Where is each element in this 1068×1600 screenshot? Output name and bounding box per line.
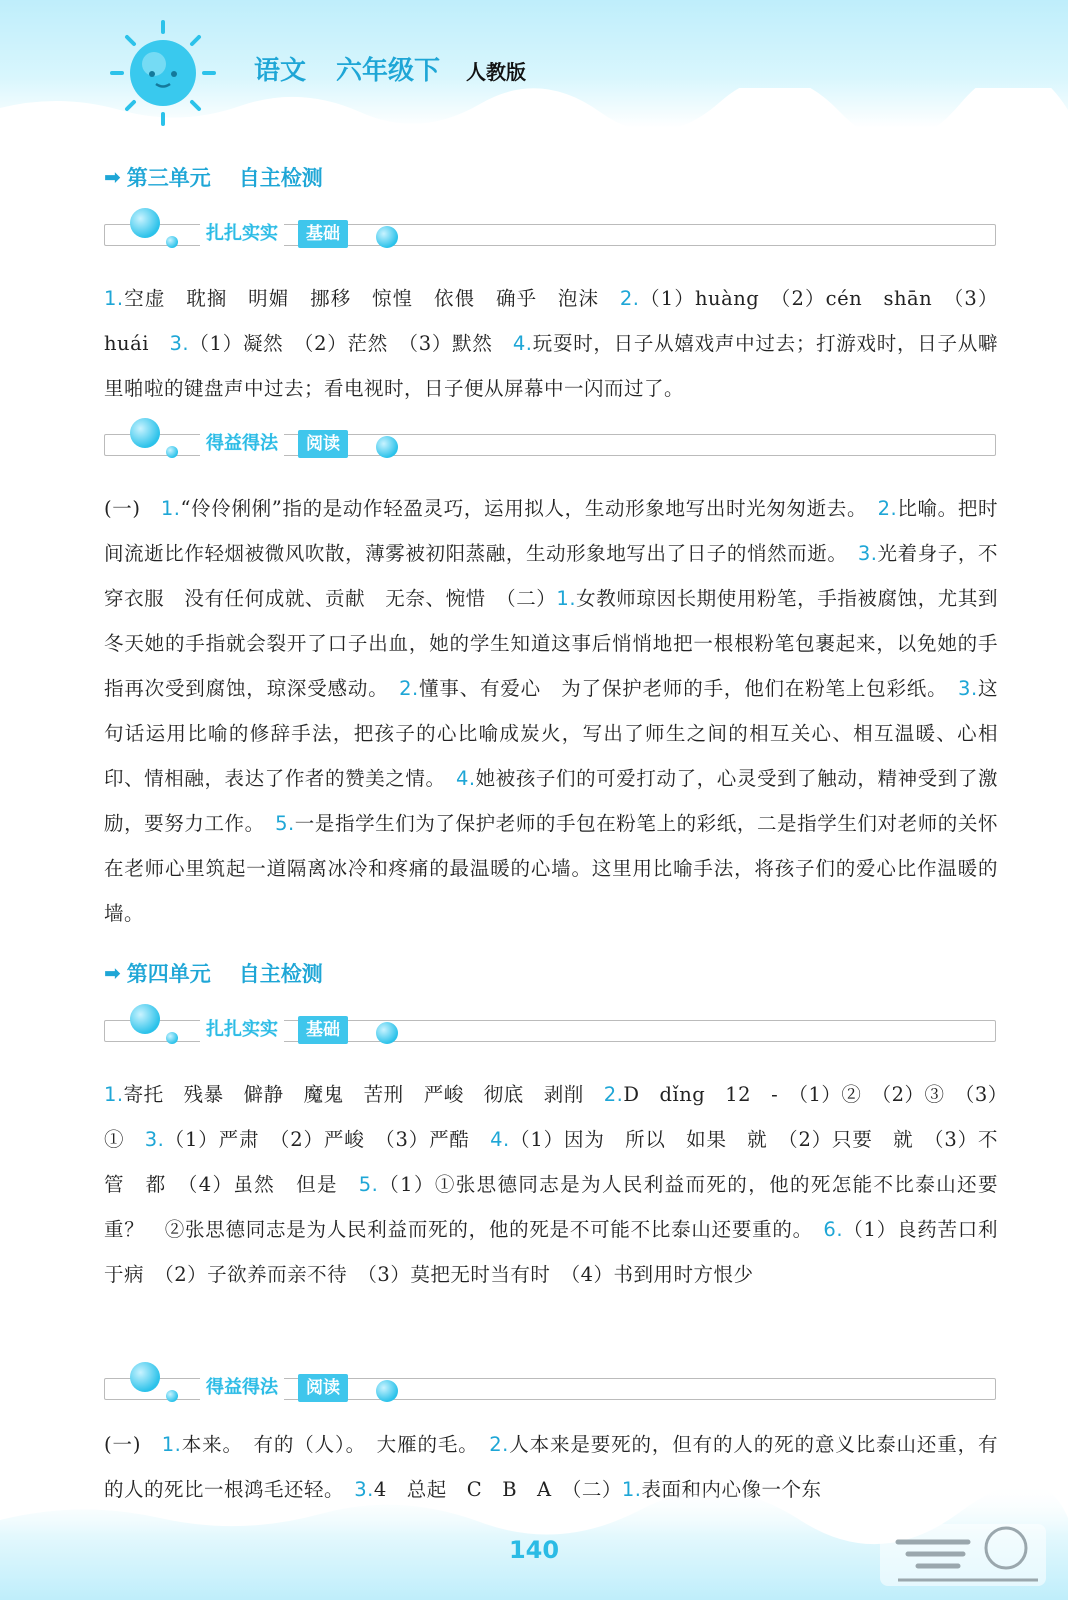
bubble-icon <box>166 1390 178 1402</box>
answer-text: 懂事、有爱心 为了保护老师的手，他们在粉笔上包彩纸。 <box>418 677 959 700</box>
item-number: 3. <box>958 677 978 700</box>
answer-text: 比喻。把时间流逝比作轻烟被微风吹散，薄雾被初阳蒸融，生动形象地写出了日子的悄然而逝。 <box>104 497 998 565</box>
section-label: 扎扎实实 <box>200 220 284 248</box>
answer-text: (一) <box>104 1433 162 1456</box>
answer-text: 表面和内心像一个东 <box>641 1478 822 1501</box>
bubble-icon <box>130 418 160 448</box>
answer-text: “伶伶俐俐”指的是动作轻盈灵巧，运用拟人，生动形象地写出时光匆匆逝去。 <box>180 497 878 520</box>
item-number: 5. <box>358 1173 379 1196</box>
unit3-basic-answers <box>104 276 998 411</box>
answer-text: （1）因为 所以 如果 就 （2）只要 就 （3）不管 都 （4）虽然 但是 <box>104 1128 998 1196</box>
unit3-reading-answers <box>104 486 998 936</box>
arrow-right-icon: ➡ <box>104 961 121 985</box>
watermark-logo-icon <box>878 1520 1048 1590</box>
unit4-title: 第四单元 <box>126 962 211 986</box>
bubble-icon <box>166 1032 178 1044</box>
unit3-title: 第三单元 <box>126 166 211 190</box>
section-tag: 阅读 <box>298 1374 348 1402</box>
bubble-icon <box>376 1380 398 1402</box>
section-label: 得益得法 <box>200 430 284 458</box>
answer-text: （1）huàng （2）cén shān （3）huái <box>104 287 998 355</box>
item-number: 3. <box>857 542 878 565</box>
item-number: 2. <box>489 1433 509 1456</box>
item-number: 3. <box>169 332 190 355</box>
answer-text: 她被孩子们的可爱打动了，心灵受到了触动，精神受到了激励，要努力工作。 <box>104 767 998 835</box>
answer-text: 寄托 残暴 僻静 魔鬼 苦刑 严峻 彻底 剥削 <box>123 1083 604 1106</box>
item-number: 6. <box>823 1218 844 1241</box>
unit4-basic-answers <box>104 1072 998 1297</box>
unit4-heading <box>104 958 323 988</box>
section-tag: 基础 <box>298 220 348 248</box>
section-label: 得益得法 <box>200 1374 284 1402</box>
answer-text: （1）严肃 （2）严峻 （3）严酷 <box>164 1128 491 1151</box>
unit3-subtitle: 自主检测 <box>238 166 323 190</box>
bubble-icon <box>376 436 398 458</box>
answer-text: 本来。 有的（人）。 大雁的毛。 <box>181 1433 490 1456</box>
item-number: 3. <box>144 1128 165 1151</box>
item-number: 1. <box>161 1433 182 1456</box>
section-tag: 基础 <box>298 1016 348 1044</box>
arrow-right-icon: ➡ <box>104 165 121 189</box>
page-number: 140 <box>508 1536 560 1564</box>
item-number: 2. <box>877 497 898 520</box>
answer-text: 空虚 耽搁 明媚 挪移 惊惶 依偎 确乎 泡沫 <box>123 287 620 310</box>
item-number: 4. <box>512 332 533 355</box>
bubble-icon <box>166 446 178 458</box>
item-number: 4. <box>455 767 476 790</box>
grade-label: 六年级下 <box>336 56 441 86</box>
section-label: 扎扎实实 <box>200 1016 284 1044</box>
answer-text: 女教师琼因长期使用粉笔，手指被腐蚀，尤其到冬天她的手指就会裂开了口子出血，她的学生知道这事后悄悄地把一根根粉笔包裹起来，以免她的手指再次受到腐蚀，琼深受感动。 <box>104 587 998 700</box>
bubble-icon <box>376 226 398 248</box>
unit4-subtitle: 自主检测 <box>238 962 323 986</box>
unit4-basic-section-bar <box>100 1004 996 1052</box>
bubble-icon <box>130 1362 160 1392</box>
item-number: 3. <box>354 1478 374 1501</box>
unit3-heading <box>104 162 323 192</box>
section-tag: 阅读 <box>298 430 348 458</box>
answer-text: D dǐng 12 - （1）② （2）③ （3）① <box>104 1083 998 1151</box>
item-number: 1. <box>621 1478 642 1501</box>
answer-text: 4 总起 C B A （二） <box>373 1478 622 1501</box>
bubble-icon <box>166 236 178 248</box>
unit3-reading-section-bar <box>100 418 996 466</box>
bubble-icon <box>376 1022 398 1044</box>
answer-text: (一) <box>104 497 161 520</box>
subject-label: 语文 <box>254 56 307 86</box>
answer-text: 这句话运用比喻的修辞手法，把孩子的心比喻成炭火，写出了师生之间的相互关心、相互温暖、心相印、情相融，表达了作者的赞美之情。 <box>104 677 998 790</box>
item-number: 1. <box>104 287 124 310</box>
item-number: 1. <box>556 587 577 610</box>
answer-text: 光着身子，不穿衣服 没有任何成就、贡献 无奈、惋惜 （二） <box>104 542 998 610</box>
answer-text: 玩耍时，日子从嬉戏声中过去；打游戏时，日子从噼里啪啦的键盘声中过去；看电视时，日子便从屏幕中一闪而过了。 <box>104 332 998 400</box>
unit4-reading-section-bar <box>100 1362 996 1410</box>
item-number: 2. <box>619 287 640 310</box>
item-number: 4. <box>490 1128 510 1151</box>
sun-mascot-icon <box>108 18 218 128</box>
item-number: 2. <box>603 1083 624 1106</box>
answer-text: （1）凝然 （2）茫然 （3）默然 <box>189 332 513 355</box>
item-number: 1. <box>104 1083 124 1106</box>
item-number: 2. <box>399 677 419 700</box>
bubble-icon <box>130 208 160 238</box>
bubble-icon <box>130 1004 160 1034</box>
answer-text: 一是指学生们为了保护老师的手包在粉笔上的彩纸，二是指学生们对老师的关怀在老师心里筑起一道隔离冰冷和疼痛的最温暖的心墙。这里用比喻手法，将孩子们的爱心比作温暖的墙。 <box>104 812 998 925</box>
item-number: 5. <box>275 812 295 835</box>
answer-text: （1）①张思德同志是为人民利益而死的，他的死怎能不比泰山还要重？ ②张思德同志是为人民利益而死的，他的死是不可能不比泰山还要重的。 <box>104 1173 998 1241</box>
answer-text: （1）良药苦口利于病 （2）子欲养而亲不待 （3）莫把无时当有时 （4）书到用时方恨少 <box>104 1218 998 1286</box>
item-number: 1. <box>160 497 181 520</box>
unit3-basic-section-bar <box>100 208 996 256</box>
answer-text: 人本来是要死的，但有的人的死的意义比泰山还重，有的人的死比一根鸿毛还轻。 <box>104 1433 998 1501</box>
edition-label: 人教版 <box>466 60 527 84</box>
header-title <box>254 50 526 87</box>
